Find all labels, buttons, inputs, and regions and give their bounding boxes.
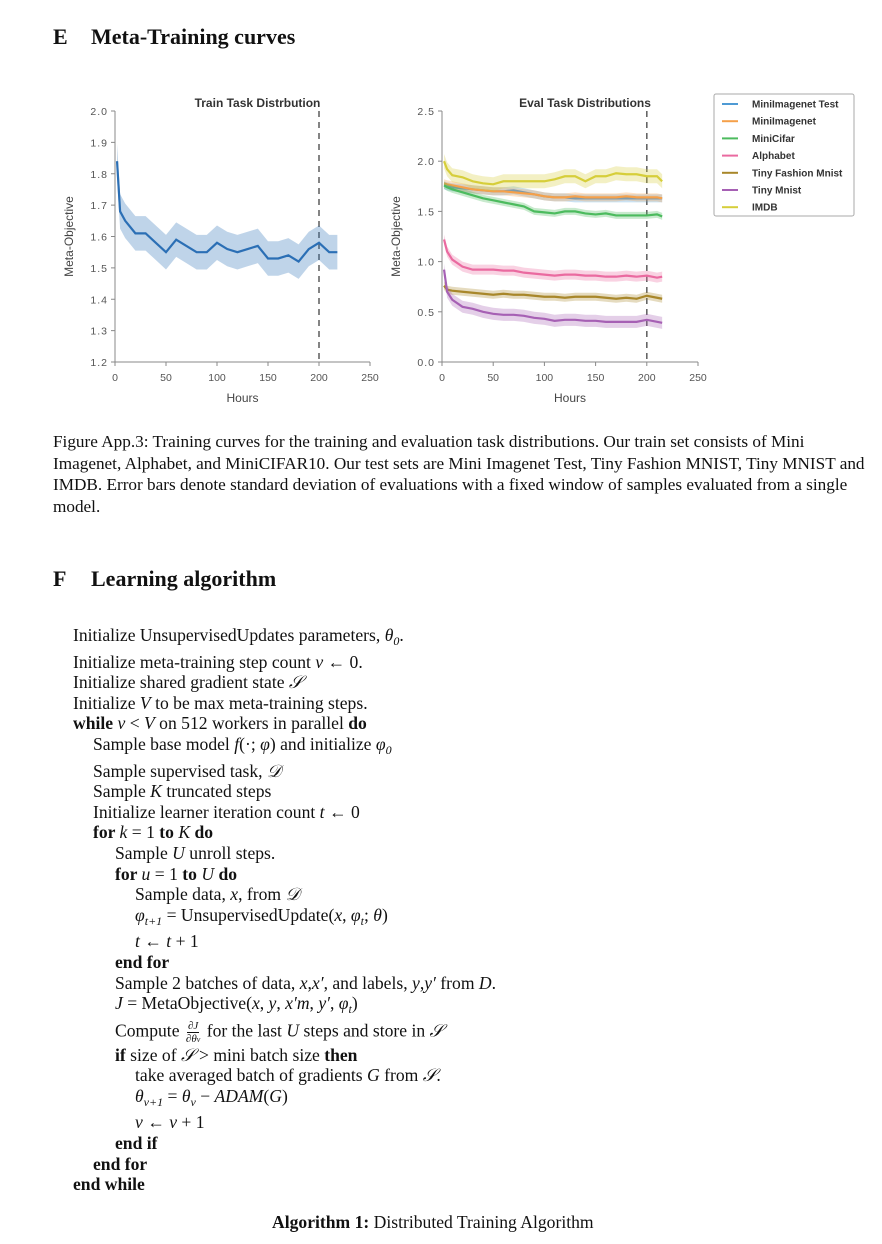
text: , bbox=[276, 993, 286, 1014]
fraction bbox=[186, 1020, 200, 1045]
error-band-train bbox=[117, 144, 337, 279]
math-symbol: x′ bbox=[311, 972, 324, 993]
algorithm-body bbox=[73, 625, 496, 1195]
text: . bbox=[436, 1065, 441, 1086]
math-symbol: v bbox=[169, 1112, 178, 1133]
math-symbol: G bbox=[367, 1065, 380, 1086]
text: ← 0. bbox=[323, 651, 363, 672]
math-symbol: x bbox=[251, 993, 260, 1014]
math-symbol: y bbox=[268, 993, 277, 1014]
algorithm-line bbox=[73, 1065, 496, 1086]
algorithm-line bbox=[73, 843, 496, 864]
y-tick-label: 1.9 bbox=[90, 137, 108, 150]
math-symbol: x bbox=[334, 904, 343, 925]
math-symbol: x bbox=[299, 972, 308, 993]
section-title: Learning algorithm bbox=[91, 566, 277, 591]
subscript: t+1 bbox=[144, 913, 163, 928]
math-symbol: v bbox=[117, 713, 126, 734]
keyword: to bbox=[182, 863, 202, 884]
text: ; bbox=[364, 904, 374, 925]
math-symbol: U bbox=[286, 1020, 300, 1041]
algorithm-line bbox=[73, 1133, 496, 1154]
text: , bbox=[307, 972, 312, 993]
legend-label: MiniImagenet bbox=[752, 116, 816, 128]
subscript: t bbox=[348, 1002, 352, 1017]
keyword: while bbox=[73, 713, 118, 734]
text: ) bbox=[281, 1085, 288, 1106]
y-tick-label: 1.5 bbox=[417, 206, 435, 219]
text: size of bbox=[130, 1044, 181, 1065]
math-symbol: θ bbox=[181, 1085, 191, 1106]
algorithm-line bbox=[73, 672, 496, 693]
x-tick-label: 100 bbox=[208, 372, 226, 384]
figure-caption: Figure App.3: Training curves for the training and evaluation task distributions. Our train set consists of Mini Imagenet, Alphabet, and MiniCIFAR10. Our test sets are Mini Imagenet Test, Tiny Fashion MNIST, Tiny MNIST and IMDB. Error bars denote standard deviation of evaluations with a fixed window of samples evaluated from a single model. bbox=[53, 432, 865, 516]
math-symbol: 𝒮 bbox=[422, 1065, 437, 1086]
y-tick-label: 0.0 bbox=[417, 357, 435, 369]
math-symbol: 𝒮 bbox=[180, 1044, 195, 1065]
math-symbol: t bbox=[319, 801, 325, 822]
legend-label: MiniImagenet Test bbox=[752, 99, 839, 111]
algorithm-line bbox=[73, 713, 496, 734]
math-symbol: y′ bbox=[318, 993, 330, 1014]
math-symbol: x bbox=[230, 884, 239, 905]
x-tick-label: 250 bbox=[689, 372, 707, 384]
x-tick-label: 150 bbox=[259, 372, 277, 384]
text: < bbox=[125, 713, 145, 734]
keyword: do bbox=[190, 822, 214, 843]
text: ← bbox=[142, 1112, 170, 1133]
text: ← bbox=[139, 931, 167, 952]
y-tick-label: 1.0 bbox=[417, 256, 435, 269]
math-symbol: K bbox=[178, 822, 191, 843]
y-tick-label: 1.8 bbox=[90, 168, 108, 181]
math-symbol: θ bbox=[135, 1085, 144, 1106]
legend-label: MiniCifar bbox=[752, 133, 795, 145]
x-axis-label: Hours bbox=[226, 391, 259, 405]
algorithm-line bbox=[73, 1020, 496, 1045]
algorithm-line bbox=[73, 761, 496, 782]
math-symbol: f bbox=[234, 733, 240, 754]
math-symbol: D bbox=[478, 972, 492, 993]
algorithm-line bbox=[73, 993, 496, 1020]
text: Sample bbox=[93, 781, 151, 802]
y-tick-label: 2.0 bbox=[417, 156, 435, 169]
algorithm-line bbox=[73, 734, 496, 761]
text: to be max meta-training steps. bbox=[150, 692, 368, 713]
text: , and labels, bbox=[323, 972, 413, 993]
algorithm-line bbox=[73, 884, 496, 905]
fraction-numerator: ∂J bbox=[187, 1019, 199, 1032]
algorithm-caption-label: Algorithm 1: bbox=[272, 1212, 370, 1232]
x-tick-label: 50 bbox=[487, 372, 500, 384]
text: , bbox=[342, 904, 351, 925]
text: Sample supervised task, bbox=[93, 760, 267, 781]
y-tick-label: 1.5 bbox=[90, 262, 108, 275]
keyword: to bbox=[159, 822, 179, 843]
math-symbol: u bbox=[141, 863, 151, 884]
text: , bbox=[419, 972, 425, 993]
math-symbol: 𝒮 bbox=[429, 1020, 444, 1041]
algorithm-line bbox=[73, 822, 496, 843]
legend-label: Tiny Fashion Mnist bbox=[752, 168, 843, 180]
subscript: v bbox=[190, 1094, 196, 1109]
algorithm-line bbox=[73, 864, 496, 885]
math-symbol: 𝒟 bbox=[285, 884, 300, 905]
subscript: 0 bbox=[393, 634, 400, 648]
algorithm-line bbox=[73, 781, 496, 802]
chart-title: Eval Task Distributions bbox=[519, 96, 651, 110]
y-tick-label: 1.2 bbox=[90, 357, 108, 369]
text: Sample bbox=[115, 842, 173, 863]
chart-2 bbox=[389, 94, 854, 405]
y-tick-label: 1.4 bbox=[90, 294, 108, 307]
algorithm-caption-text: Distributed Training Algorithm bbox=[369, 1212, 594, 1232]
text: − bbox=[195, 1085, 215, 1106]
x-tick-label: 0 bbox=[439, 372, 445, 384]
keyword: end while bbox=[73, 1174, 145, 1195]
text: = UnsupervisedUpdate( bbox=[162, 904, 335, 925]
text: Initialize UnsupervisedUpdates parameters, bbox=[73, 625, 385, 645]
subscript: t bbox=[360, 913, 364, 928]
meta-training-charts bbox=[0, 0, 882, 420]
text: . bbox=[491, 972, 497, 993]
section-number: E bbox=[53, 24, 68, 49]
math-symbol: φ bbox=[375, 733, 386, 754]
text: Sample base model bbox=[93, 733, 235, 754]
text: = bbox=[163, 1085, 182, 1106]
y-tick-label: 1.6 bbox=[90, 231, 108, 244]
keyword: end for bbox=[115, 951, 170, 972]
algorithm-line bbox=[73, 1174, 496, 1195]
text: ) bbox=[381, 904, 388, 925]
keyword: for bbox=[115, 863, 142, 884]
legend-label: Alphabet bbox=[752, 151, 795, 163]
math-symbol: φ bbox=[350, 904, 361, 925]
text: for the last bbox=[202, 1020, 287, 1041]
math-symbol: φ bbox=[338, 993, 349, 1014]
algorithm-line bbox=[73, 802, 496, 823]
error-band-imdb bbox=[444, 154, 662, 191]
math-symbol: v bbox=[135, 1112, 143, 1133]
subscript: v+1 bbox=[143, 1094, 164, 1109]
math-symbol: φ bbox=[260, 733, 270, 754]
text: (·; bbox=[239, 733, 261, 754]
math-symbol: U bbox=[172, 842, 185, 863]
text: from bbox=[435, 972, 479, 993]
keyword: for bbox=[93, 822, 120, 843]
text: = MetaObjective( bbox=[122, 993, 252, 1014]
algorithm-line bbox=[73, 693, 496, 714]
text: Initialize learner iteration count bbox=[93, 801, 320, 822]
algorithm-line bbox=[73, 1045, 496, 1066]
math-symbol: k bbox=[119, 822, 128, 843]
text: , from bbox=[238, 884, 286, 905]
text: on 512 workers in parallel bbox=[154, 713, 349, 734]
math-symbol: 𝒮 bbox=[288, 672, 303, 693]
y-tick-label: 2.0 bbox=[90, 106, 108, 118]
algorithm-line bbox=[73, 905, 496, 932]
text: , bbox=[330, 993, 339, 1014]
legend-label: IMDB bbox=[752, 202, 778, 214]
text: ) bbox=[351, 993, 358, 1014]
math-symbol: y bbox=[412, 972, 420, 993]
math-symbol: G bbox=[269, 1085, 282, 1106]
text: > mini batch size bbox=[194, 1044, 325, 1065]
text: Sample 2 batches of data, bbox=[115, 972, 300, 993]
y-tick-label: 1.3 bbox=[90, 325, 108, 338]
x-tick-label: 50 bbox=[160, 372, 172, 384]
text: ( bbox=[263, 1085, 270, 1106]
legend-label: Tiny Mnist bbox=[752, 185, 802, 197]
math-symbol: J bbox=[115, 993, 123, 1014]
keyword: then bbox=[324, 1044, 358, 1065]
text: from bbox=[379, 1065, 423, 1086]
legend bbox=[714, 94, 854, 216]
math-symbol: ADAM bbox=[214, 1085, 264, 1106]
text: , bbox=[309, 993, 319, 1014]
text: Initialize meta-training step count bbox=[73, 651, 316, 672]
math-symbol: x′m bbox=[285, 993, 310, 1014]
text: + 1 bbox=[171, 931, 199, 952]
keyword: if bbox=[115, 1044, 131, 1065]
text: , bbox=[259, 993, 269, 1014]
math-symbol: K bbox=[150, 781, 162, 802]
text: ) and initialize bbox=[269, 733, 376, 754]
algorithm-line bbox=[73, 625, 496, 652]
text: = 1 bbox=[127, 822, 160, 843]
math-symbol: U bbox=[201, 863, 215, 884]
algorithm-line bbox=[73, 1086, 496, 1113]
algorithm-line bbox=[73, 931, 496, 952]
math-symbol: v bbox=[315, 651, 324, 672]
keyword: do bbox=[348, 713, 367, 734]
y-axis-label: Meta-Objective bbox=[389, 196, 403, 277]
math-symbol: 𝒟 bbox=[266, 760, 281, 781]
y-tick-label: 0.5 bbox=[417, 306, 435, 319]
section-title: Meta-Training curves bbox=[91, 24, 296, 49]
y-axis-label: Meta-Objective bbox=[62, 196, 76, 277]
text: Sample data, bbox=[135, 884, 231, 905]
text: Compute bbox=[115, 1020, 184, 1041]
math-symbol: y′ bbox=[424, 972, 436, 993]
text: take averaged batch of gradients bbox=[135, 1065, 368, 1086]
math-symbol: V bbox=[144, 713, 155, 734]
chart-title: Train Task Distrbution bbox=[194, 96, 321, 110]
text: Initialize bbox=[73, 692, 140, 713]
math-symbol: t bbox=[135, 931, 140, 952]
math-symbol: V bbox=[139, 692, 151, 713]
y-tick-label: 1.7 bbox=[90, 200, 108, 213]
math-symbol: θ bbox=[384, 625, 394, 645]
fraction-denominator: ∂θv bbox=[185, 1032, 201, 1045]
algorithm-line bbox=[73, 1154, 496, 1175]
keyword: do bbox=[214, 863, 238, 884]
x-tick-label: 200 bbox=[638, 372, 656, 384]
x-tick-label: 150 bbox=[586, 372, 605, 384]
algorithm-line bbox=[73, 652, 496, 673]
subscript: 0 bbox=[385, 742, 392, 757]
x-axis-label: Hours bbox=[553, 391, 587, 405]
text: steps and store in bbox=[299, 1020, 430, 1041]
math-symbol: φ bbox=[135, 904, 145, 925]
x-tick-label: 250 bbox=[361, 372, 379, 384]
text: ← 0 bbox=[324, 801, 360, 822]
text: Initialize shared gradient state bbox=[73, 672, 289, 693]
algorithm-line bbox=[73, 1112, 496, 1133]
x-tick-label: 100 bbox=[535, 372, 554, 384]
text: truncated steps bbox=[161, 781, 272, 802]
text: unroll steps. bbox=[184, 842, 276, 863]
keyword: end for bbox=[93, 1153, 148, 1174]
section-number: F bbox=[53, 566, 67, 591]
x-tick-label: 200 bbox=[310, 372, 328, 384]
text: = 1 bbox=[150, 863, 183, 884]
math-symbol: t bbox=[166, 931, 172, 952]
text: + 1 bbox=[177, 1112, 205, 1133]
chart-1 bbox=[62, 96, 379, 405]
math-symbol: θ bbox=[373, 904, 382, 925]
section-f-heading bbox=[53, 566, 276, 592]
text: . bbox=[399, 625, 404, 645]
algorithm-caption bbox=[272, 1212, 594, 1233]
algorithm-line bbox=[73, 952, 496, 973]
y-tick-label: 2.5 bbox=[417, 106, 435, 118]
algorithm-line bbox=[73, 973, 496, 994]
subscript: v bbox=[196, 1034, 201, 1044]
keyword: end if bbox=[115, 1133, 158, 1154]
x-tick-label: 0 bbox=[112, 372, 118, 384]
